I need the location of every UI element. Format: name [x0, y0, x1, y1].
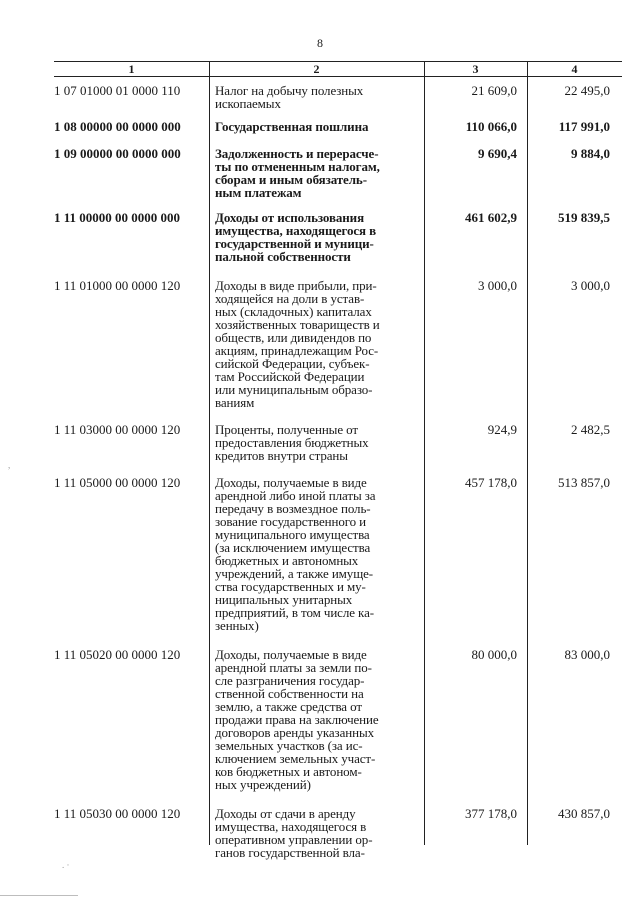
row-value-3: 80 000,0	[471, 647, 517, 662]
row-name: Налог на добычу полезных ископаемых	[215, 83, 364, 111]
row-name: Доходы от использования имущества, находящегося в государственной и муници- пальной собственности	[215, 210, 377, 264]
row-value-3: 377 178,0	[465, 806, 517, 821]
table-row	[54, 791, 622, 859]
row-code: 1 11 05020 00 0000 120	[54, 647, 181, 662]
row-code: 1 11 01000 00 0000 120	[54, 278, 181, 293]
row-value-4: 117 991,0	[558, 119, 610, 134]
row-value-3: 110 066,0	[465, 119, 517, 134]
row-code: 1 11 05000 00 0000 120	[54, 475, 181, 490]
row-code: 1 08 00000 00 0000 000	[54, 119, 181, 134]
header-col-3: 3	[472, 62, 479, 76]
row-code: 1 11 03000 00 0000 120	[54, 422, 181, 437]
table-row	[54, 77, 622, 110]
bottom-rule	[0, 895, 78, 896]
row-value-3: 3 000,0	[478, 278, 517, 293]
row-value-4: 513 857,0	[558, 475, 610, 490]
row-value-4: 430 857,0	[558, 806, 610, 821]
table-row	[54, 462, 622, 632]
page-number: 8	[317, 36, 323, 50]
row-value-3: 21 609,0	[471, 83, 517, 98]
table-row	[54, 199, 622, 263]
row-code: 1 11 05030 00 0000 120	[54, 806, 181, 821]
margin-mark: . ·	[62, 860, 70, 870]
table-body	[54, 77, 622, 859]
row-value-4: 3 000,0	[571, 278, 610, 293]
row-value-4: 2 482,5	[571, 422, 610, 437]
table-header-row	[54, 62, 622, 77]
table-row	[54, 110, 622, 133]
row-name: Доходы, получаемые в виде арендной либо иной платы за передачу в возмездное поль- зование государственного и муниципального имущества (за исключением имущества бюджетных и автономных учреждений, а также имуще- ства государственных и му- ниципальных унитарных предприятий, в том числе ка- зенных)	[215, 475, 376, 633]
row-name: Государственная пошлина	[215, 119, 369, 134]
header-col-2: 2	[313, 62, 320, 76]
row-name: Доходы в виде прибыли, при- ходящейся на доли в устав- ных (складочных) капиталах хозяйственных товариществ и обществ, или дивидендов по акциям, принадлежащим Рос- сийской Федерации, субъек- там Российской Федерации или муниципальным образо- ваниям	[215, 278, 380, 410]
row-name: Доходы от сдачи в аренду имущества, находящегося в оперативном управлении ор- ганов государственной вла-	[215, 806, 373, 860]
margin-mark: ,	[8, 460, 11, 470]
row-name: Проценты, полученные от предоставления бюджетных кредитов внутри страны	[215, 422, 369, 463]
row-value-4: 22 495,0	[564, 83, 610, 98]
table-row	[54, 133, 622, 199]
row-name: Доходы, получаемые в виде арендной платы за земли по- сле разграничения государ- ственной собственности на землю, а также средства от продажи права на заключение договоров аренды указанных земельных участков (за ис- ключением земельных участ- ков бюджетных и автоном- ных учреждений)	[215, 647, 379, 792]
header-col-4: 4	[571, 62, 578, 76]
row-value-3: 457 178,0	[465, 475, 517, 490]
row-value-3: 924,9	[487, 422, 517, 437]
row-value-4: 519 839,5	[558, 210, 610, 225]
row-name: Задолженность и перерасче- ты по отмененным налогам, сборам и иным обязатель- ным платежам	[215, 146, 380, 200]
table-row	[54, 632, 622, 791]
row-value-3: 461 602,9	[465, 210, 517, 225]
header-col-1: 1	[128, 62, 135, 76]
row-code: 1 09 00000 00 0000 000	[54, 146, 181, 161]
revenue-table	[54, 61, 622, 859]
row-value-3: 9 690,4	[478, 146, 517, 161]
row-code: 1 07 01000 01 0000 110	[54, 83, 181, 98]
table-row	[54, 263, 622, 409]
row-value-4: 9 884,0	[571, 146, 610, 161]
table-row	[54, 409, 622, 462]
row-code: 1 11 00000 00 0000 000	[54, 210, 181, 225]
row-value-4: 83 000,0	[564, 647, 610, 662]
